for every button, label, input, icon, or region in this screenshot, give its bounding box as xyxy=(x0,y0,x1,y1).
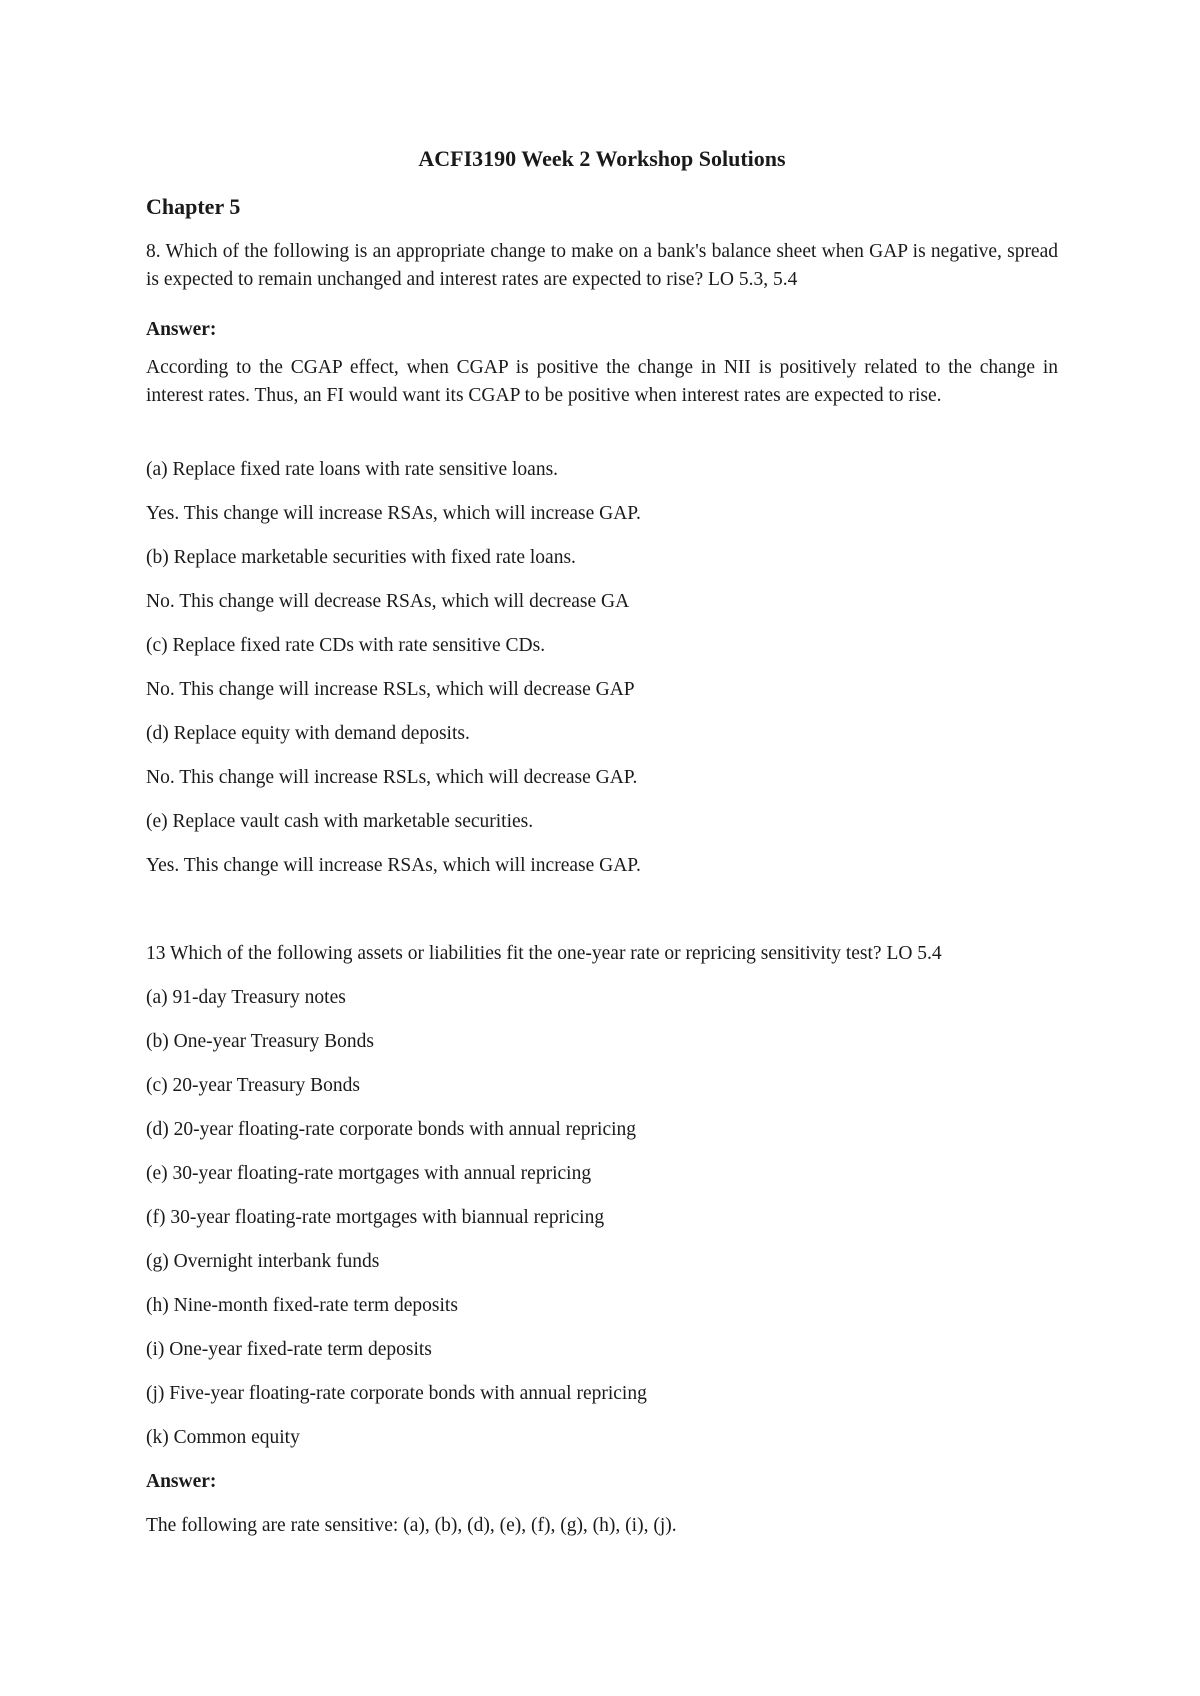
q8-response-d: No. This change will increase RSLs, which will decrease GAP. xyxy=(146,767,638,788)
q13-option-e: (e) 30-year floating-rate mortgages with annual repricing xyxy=(146,1163,592,1184)
q8-response-c: No. This change will increase RSLs, which will decrease GAP xyxy=(146,679,635,700)
q13-option-g: (g) Overnight interbank funds xyxy=(146,1251,380,1272)
document-title: ACFI3190 Week 2 Workshop Solutions xyxy=(418,146,786,171)
q8-response-a: Yes. This change will increase RSAs, which will increase GAP. xyxy=(146,503,641,524)
q13-option-f: (f) 30-year floating-rate mortgages with biannual repricing xyxy=(146,1207,605,1228)
q13-option-k: (k) Common equity xyxy=(146,1427,300,1448)
q8-option-e: (e) Replace vault cash with marketable securities. xyxy=(146,811,534,832)
chapter-heading: Chapter 5 xyxy=(146,194,241,219)
question-8-answer-label: Answer: xyxy=(146,319,217,340)
question-13-answer-label: Answer: xyxy=(146,1471,217,1492)
q8-option-d: (d) Replace equity with demand deposits. xyxy=(146,723,470,744)
q13-option-h: (h) Nine-month fixed-rate term deposits xyxy=(146,1295,458,1316)
q8-option-c: (c) Replace fixed rate CDs with rate sensitive CDs. xyxy=(146,635,546,656)
q8-response-b: No. This change will decrease RSAs, which will decrease GA xyxy=(146,591,630,612)
question-8-answer-text: According to the CGAP effect, when CGAP is positive the change in NII is positively related to the change in interest rates. Thus, an FI would want its CGAP to be positive when interest rates are expected to rise. xyxy=(146,357,1058,406)
q13-option-c: (c) 20-year Treasury Bonds xyxy=(146,1075,360,1096)
q13-option-j: (j) Five-year floating-rate corporate bonds with annual repricing xyxy=(146,1383,647,1404)
question-13-answer-text: The following are rate sensitive: (a), (b), (d), (e), (f), (g), (h), (i), (j). xyxy=(146,1515,677,1536)
question-13-text: 13 Which of the following assets or liabilities fit the one-year rate or repricing sensitivity test? LO 5.4 xyxy=(146,943,942,964)
q13-option-a: (a) 91-day Treasury notes xyxy=(146,987,346,1008)
q8-response-e: Yes. This change will increase RSAs, which will increase GAP. xyxy=(146,855,641,876)
q8-option-b: (b) Replace marketable securities with fixed rate loans. xyxy=(146,547,576,568)
q13-option-d: (d) 20-year floating-rate corporate bonds with annual repricing xyxy=(146,1119,637,1140)
q8-option-a: (a) Replace fixed rate loans with rate sensitive loans. xyxy=(146,459,559,480)
q13-option-i: (i) One-year fixed-rate term deposits xyxy=(146,1339,432,1360)
question-8-text: 8. Which of the following is an appropriate change to make on a bank's balance sheet when GAP is negative, spread is expected to remain unchanged and interest rates are expected to rise? LO 5.3, 5.4 xyxy=(146,241,1058,290)
q13-option-b: (b) One-year Treasury Bonds xyxy=(146,1031,375,1052)
